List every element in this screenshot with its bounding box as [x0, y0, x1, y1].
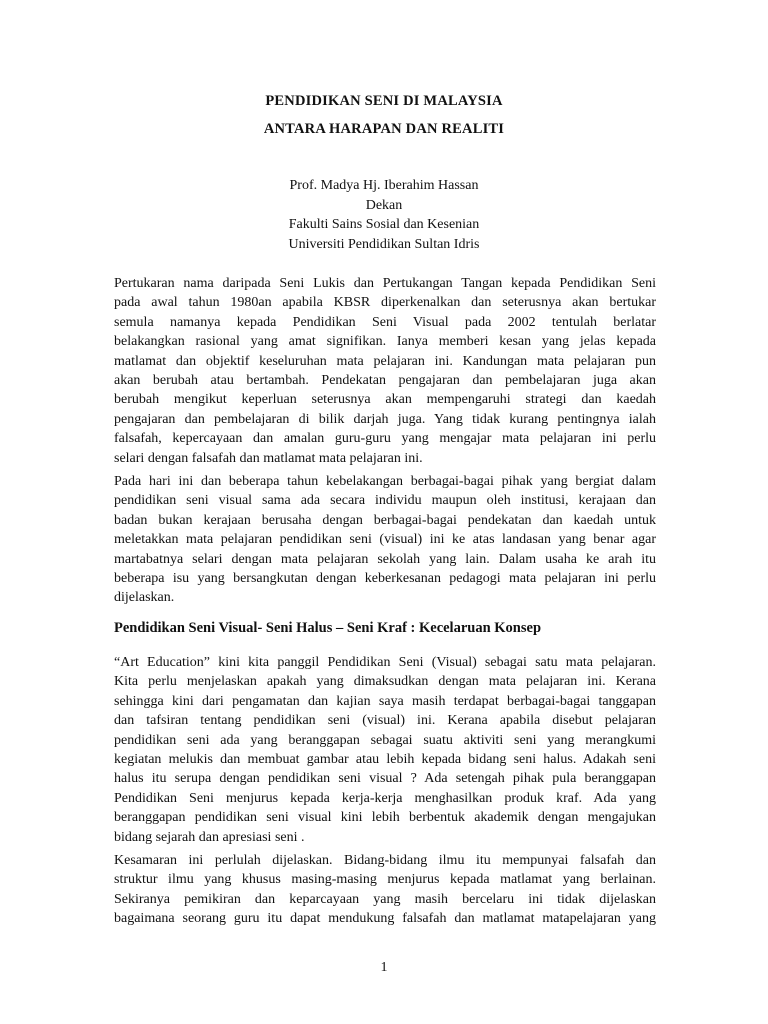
text-line: badan bukan kerajaan berusaha dengan berbagai-bagai pendekatan dan kaedah untuk: [114, 512, 656, 528]
author-block: [0, 176, 768, 254]
text-line: akan berubah atau bertambah. Pendekatan pengajaran dan pembelajaran juga akan: [114, 373, 656, 389]
text-line: Kesamaran ini perlulah dijelaskan. Bidang-bidang ilmu itu mempunyai falsafah dan: [114, 853, 656, 868]
text-line: Pertukaran nama daripada Seni Lukis dan Pertukangan Tangan kepada Pendidikan Seni: [114, 276, 656, 291]
text-line: pengajaran dan pembelajaran di bilik darjah juga. Yang tidak kurang pentingnya ialah: [114, 411, 656, 427]
text-line: beranggapan pendidikan seni visual kini lebih berbentuk akademik dengan mengajukan: [114, 810, 656, 826]
text-line: selari dengan falsafah dan matlamat mata pelajaran ini.: [114, 450, 423, 466]
text-line: belakangkan rasional yang amat signifikan. Ianya memberi kesan yang jelas kepada: [114, 334, 656, 350]
text-line: martabatnya selari dengan mata pelajaran sekolah yang lain. Dalam usaha ke arah itu: [114, 551, 656, 567]
text-line: halus itu serupa dengan pendidikan seni visual ? Ada setengah pihak pula beranggapan: [114, 771, 656, 787]
author-faculty: Fakulti Sains Sosial dan Kesenian: [288, 217, 480, 232]
text-line: beberapa isu yang bersangkutan dengan keberkesanan pedagogi mata pelajaran ini perlu: [114, 571, 656, 587]
text-line: falsafah, kepercayaan dan amalan guru-guru yang mengajar mata pelajaran ini perlu: [114, 431, 656, 447]
paragraph-3: [114, 653, 656, 847]
document-title-line2: ANTARA HARAPAN DAN REALITI: [263, 121, 505, 137]
text-line: dijelaskan.: [114, 590, 175, 606]
document-title-line1: PENDIDIKAN SENI DI MALAYSIA: [265, 93, 503, 109]
author-name: Prof. Madya Hj. Iberahim Hassan: [289, 178, 479, 193]
text-line: Pada hari ini dan beberapa tahun kebelakangan berbagai-bagai pihak yang bergiat dalam: [114, 474, 656, 489]
text-line: meletakkan mata pelajaran pendidikan seni (visual) ini ke atas landasan yang benar agar: [114, 532, 656, 548]
author-university: Universiti Pendidikan Sultan Idris: [288, 236, 480, 252]
text-line: Kita perlu menjelaskan apakah yang dimaksudkan dengan mata pelajaran ini. Kerana: [114, 674, 656, 690]
text-line: Sekiranya pemikiran dan keparcayaan yang masih bercelaru ini tidak dijelaskan: [114, 891, 656, 907]
text-line: “Art Education” kini kita panggil Pendidikan Seni (Visual) sebagai satu mata pelajaran.: [114, 655, 656, 670]
text-line: Pendidikan Seni menjurus kepada kerja-kerja menghasilkan produk kraf. Ada yang: [114, 790, 656, 806]
text-line: sehingga kini dari pengamatan dan kajian saya masih terdapat berbagai-bagai tanggapan: [114, 693, 656, 709]
text-line: kegiatan melukis dan membuat gambar atau lebih kepada bidang seni halus. Adakah seni: [114, 752, 656, 768]
page-number: 1: [380, 960, 388, 975]
text-line: dan tafsiran tentang pendidikan seni (visual) ini. Kerana apabila disebut pelajaran: [114, 713, 656, 729]
text-line: pendidikan seni visual sama ada secara individu maupun oleh institusi, kerajaan dan: [114, 493, 656, 509]
paragraph-2: [114, 472, 656, 608]
text-line: matlamat dan objektif keseluruhan mata pelajaran ini. Kandungan mata pelajaran pun: [114, 353, 656, 369]
author-position: Dekan: [365, 197, 403, 213]
text-line: berubah mengikut keperluan seterusnya akan mempengaruhi strategi dan kaedah: [114, 392, 656, 408]
text-line: bagaimana seorang guru itu dapat mendukung falsafah dan matlamat matapelajaran yang: [114, 911, 656, 927]
text-line: bidang sejarah dan apresiasi seni .: [114, 829, 305, 845]
text-line: pendidikan seni ada yang beranggapan sebagai suatu aktiviti seni yang merangkumi: [114, 732, 656, 748]
section-heading: Pendidikan Seni Visual- Seni Halus – Seni Kraf : Kecelaruan Konsep: [114, 620, 542, 636]
text-line: pada awal tahun 1980an apabila KBSR diperkenalkan dan seterusnya akan bertukar: [114, 295, 656, 311]
text-line: semula namanya kepada Pendidikan Seni Visual pada 2002 tentulah berlatar: [114, 314, 656, 330]
paragraph-4: [114, 851, 656, 929]
text-line: struktur ilmu yang khusus masing-masing menjurus kepada matlamat yang berlainan.: [114, 872, 656, 888]
paragraph-1: [114, 274, 656, 468]
